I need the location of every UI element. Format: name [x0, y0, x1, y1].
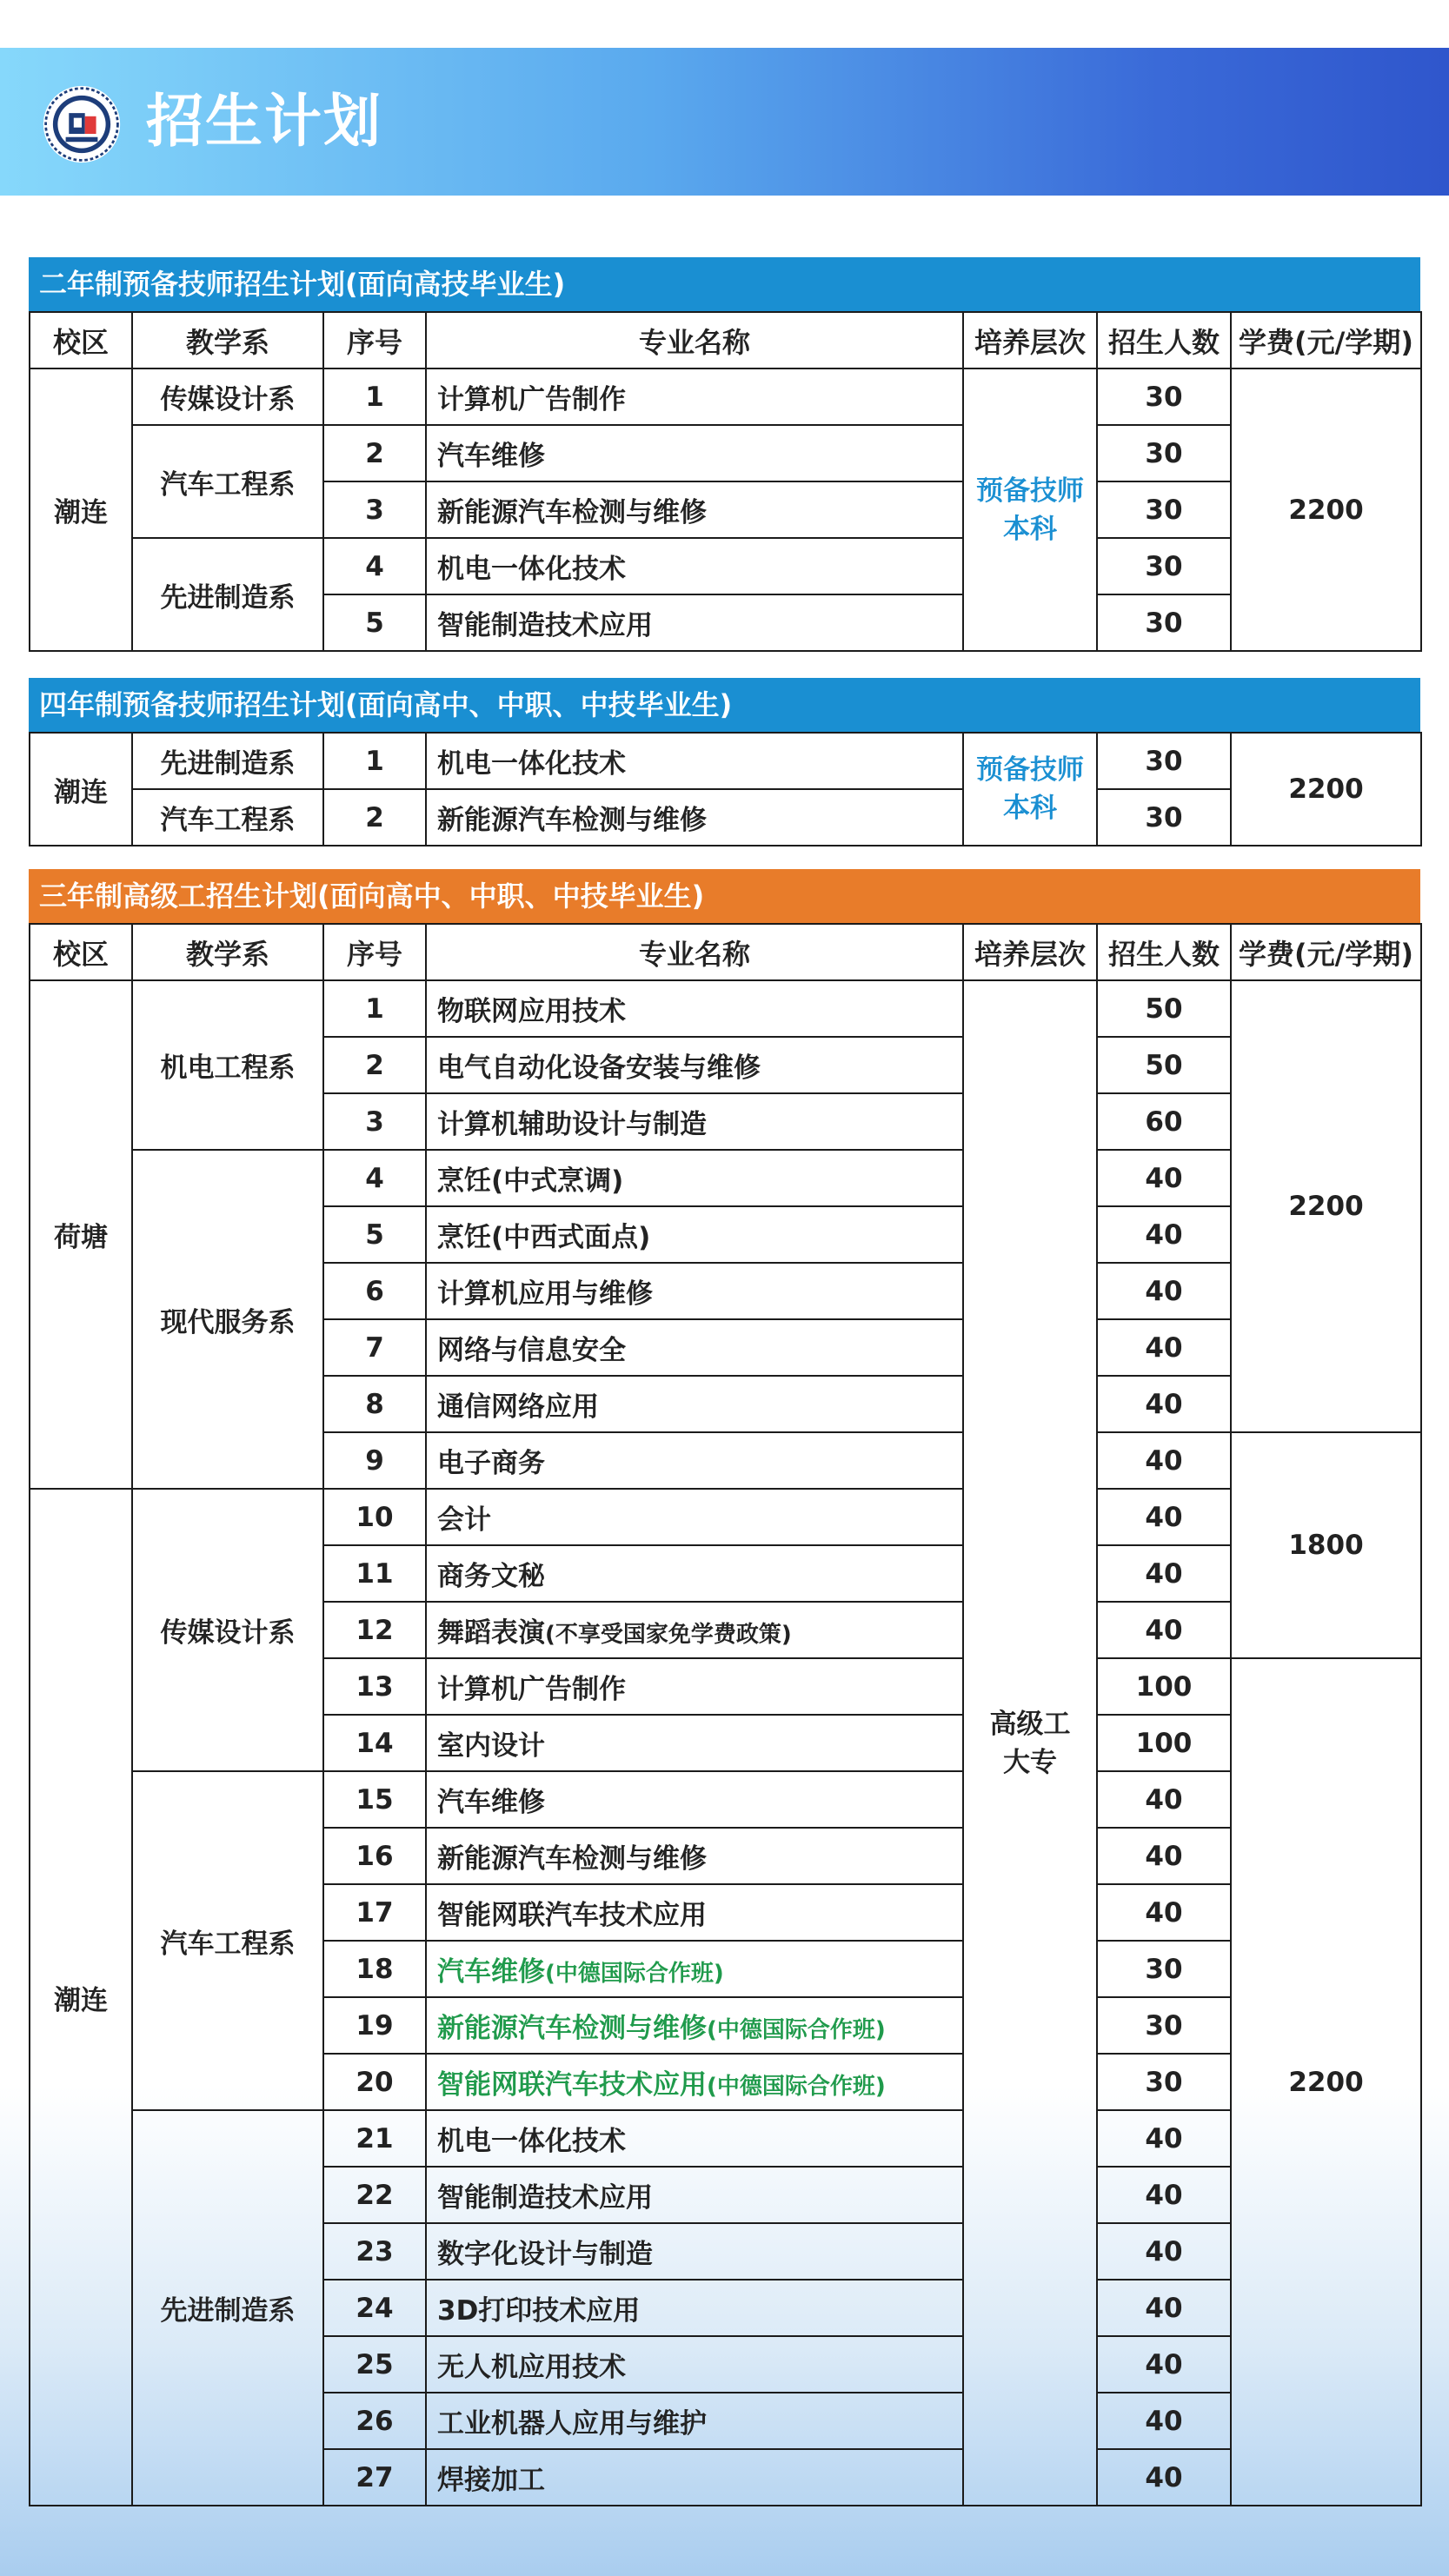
section1-title: 二年制预备技师招生计划(面向高技毕业生) [29, 257, 1420, 311]
col-header-department: 教学系 [132, 924, 323, 980]
school-logo-icon [42, 84, 122, 164]
quota-cell: 40 [1097, 1828, 1231, 1884]
table-row [30, 1489, 1421, 1545]
quota-cell: 40 [1097, 1206, 1231, 1263]
col-header-campus: 校区 [30, 924, 132, 980]
page-header [0, 48, 1449, 196]
major-cell: 烹饪(中式烹调) [426, 1150, 963, 1206]
major-note: (不享受国家免学费政策) [545, 1622, 792, 1648]
col-header-quota: 招生人数 [1097, 312, 1231, 368]
major-cell: 网络与信息安全 [426, 1319, 963, 1376]
major-cell: 计算机广告制作 [426, 1658, 963, 1715]
level-line1: 预备技师 [976, 754, 1084, 786]
major-cell: 电子商务 [426, 1432, 963, 1489]
section1-table [29, 311, 1422, 652]
department-cell: 汽车工程系 [132, 1771, 323, 2110]
no-cell: 15 [323, 1771, 426, 1828]
fee-cell: 2200 [1231, 980, 1421, 1432]
col-header-level: 培养层次 [963, 312, 1097, 368]
major-cell: 智能制造技术应用 [426, 2167, 963, 2223]
department-cell: 机电工程系 [132, 980, 323, 1150]
quota-cell: 30 [1097, 594, 1231, 651]
major-cell: 计算机辅助设计与制造 [426, 1093, 963, 1150]
no-cell: 18 [323, 1941, 426, 1997]
quota-cell: 40 [1097, 1489, 1231, 1545]
col-header-no: 序号 [323, 924, 426, 980]
major-name: 智能网联汽车技术应用 [437, 2069, 707, 2101]
no-cell: 13 [323, 1658, 426, 1715]
campus-cell: 潮连 [30, 733, 132, 846]
no-cell: 2 [323, 1037, 426, 1093]
section3-title: 三年制高级工招生计划(面向高中、中职、中技毕业生) [29, 869, 1420, 923]
major-cell: 机电一体化技术 [426, 2110, 963, 2167]
quota-cell: 50 [1097, 980, 1231, 1037]
level-line2: 本科 [1003, 793, 1057, 824]
no-cell: 22 [323, 2167, 426, 2223]
no-cell: 24 [323, 2280, 426, 2336]
section3-table [29, 923, 1422, 2506]
department-cell: 汽车工程系 [132, 789, 323, 846]
table-row [30, 1150, 1421, 1206]
quota-cell: 100 [1097, 1658, 1231, 1715]
major-name: 新能源汽车检测与维修 [437, 2013, 707, 2044]
no-cell: 19 [323, 1997, 426, 2054]
no-cell: 4 [323, 1150, 426, 1206]
level-line1: 预备技师 [976, 475, 1084, 507]
major-cell: 计算机应用与维修 [426, 1263, 963, 1319]
department-cell: 传媒设计系 [132, 1489, 323, 1771]
fee-cell: 2200 [1231, 733, 1421, 846]
level-line2: 本科 [1003, 513, 1057, 545]
department-cell: 传媒设计系 [132, 368, 323, 425]
no-cell: 20 [323, 2054, 426, 2110]
no-cell: 4 [323, 538, 426, 594]
no-cell: 17 [323, 1884, 426, 1941]
quota-cell: 40 [1097, 1771, 1231, 1828]
major-cell [426, 1941, 963, 1997]
major-cell: 机电一体化技术 [426, 538, 963, 594]
quota-cell: 40 [1097, 1884, 1231, 1941]
no-cell: 11 [323, 1545, 426, 1602]
no-cell: 1 [323, 733, 426, 789]
no-cell: 25 [323, 2336, 426, 2393]
major-cell: 计算机广告制作 [426, 368, 963, 425]
department-cell: 先进制造系 [132, 2110, 323, 2506]
level-cell [963, 733, 1097, 846]
quota-cell: 30 [1097, 733, 1231, 789]
quota-cell: 40 [1097, 1376, 1231, 1432]
table-row [30, 538, 1421, 594]
quota-cell: 40 [1097, 1319, 1231, 1376]
major-cell [426, 1602, 963, 1658]
major-cell [426, 2054, 963, 2110]
no-cell: 2 [323, 789, 426, 846]
quota-cell: 50 [1097, 1037, 1231, 1093]
department-cell: 先进制造系 [132, 733, 323, 789]
no-cell: 8 [323, 1376, 426, 1432]
no-cell: 12 [323, 1602, 426, 1658]
major-note: (中德国际合作班) [707, 2074, 886, 2100]
no-cell: 7 [323, 1319, 426, 1376]
major-cell: 新能源汽车检测与维修 [426, 1828, 963, 1884]
section2-title: 四年制预备技师招生计划(面向高中、中职、中技毕业生) [29, 678, 1420, 732]
quota-cell: 40 [1097, 2449, 1231, 2506]
col-header-no: 序号 [323, 312, 426, 368]
major-cell: 新能源汽车检测与维修 [426, 481, 963, 538]
quota-cell: 60 [1097, 1093, 1231, 1150]
quota-cell: 30 [1097, 1941, 1231, 1997]
campus-cell: 潮连 [30, 1489, 132, 2506]
col-header-major: 专业名称 [426, 312, 963, 368]
no-cell: 5 [323, 1206, 426, 1263]
major-cell: 汽车维修 [426, 1771, 963, 1828]
no-cell: 5 [323, 594, 426, 651]
no-cell: 2 [323, 425, 426, 481]
col-header-fee: 学费(元/学期) [1231, 924, 1421, 980]
quota-cell: 30 [1097, 789, 1231, 846]
no-cell: 9 [323, 1432, 426, 1489]
quota-cell: 40 [1097, 1150, 1231, 1206]
table-row [30, 980, 1421, 1037]
major-cell: 烹饪(中西式面点) [426, 1206, 963, 1263]
major-cell [426, 1997, 963, 2054]
quota-cell: 40 [1097, 1432, 1231, 1489]
col-header-department: 教学系 [132, 312, 323, 368]
page-title: 招生计划 [146, 88, 382, 155]
level-line1: 高级工 [989, 1708, 1071, 1740]
level-line2: 大专 [1003, 1746, 1057, 1778]
quota-cell: 40 [1097, 2223, 1231, 2280]
quota-cell: 30 [1097, 538, 1231, 594]
quota-cell: 30 [1097, 1997, 1231, 2054]
department-cell: 先进制造系 [132, 538, 323, 651]
no-cell: 21 [323, 2110, 426, 2167]
quota-cell: 40 [1097, 1545, 1231, 1602]
no-cell: 26 [323, 2393, 426, 2449]
major-cell: 会计 [426, 1489, 963, 1545]
quota-cell: 100 [1097, 1715, 1231, 1771]
quota-cell: 40 [1097, 2280, 1231, 2336]
major-cell: 汽车维修 [426, 425, 963, 481]
fee-cell: 2200 [1231, 1658, 1421, 2506]
major-cell: 智能网联汽车技术应用 [426, 1884, 963, 1941]
fee-cell: 2200 [1231, 368, 1421, 651]
table-row [30, 368, 1421, 425]
no-cell: 16 [323, 1828, 426, 1884]
no-cell: 27 [323, 2449, 426, 2506]
col-header-fee: 学费(元/学期) [1231, 312, 1421, 368]
major-cell: 智能制造技术应用 [426, 594, 963, 651]
major-cell: 无人机应用技术 [426, 2336, 963, 2393]
major-cell: 通信网络应用 [426, 1376, 963, 1432]
major-cell: 物联网应用技术 [426, 980, 963, 1037]
major-cell: 焊接加工 [426, 2449, 963, 2506]
col-header-major: 专业名称 [426, 924, 963, 980]
quota-cell: 40 [1097, 2167, 1231, 2223]
major-note: (中德国际合作班) [707, 2017, 886, 2043]
major-cell: 工业机器人应用与维护 [426, 2393, 963, 2449]
quota-cell: 30 [1097, 481, 1231, 538]
fee-cell: 1800 [1231, 1432, 1421, 1658]
level-cell [963, 368, 1097, 651]
no-cell: 1 [323, 980, 426, 1037]
no-cell: 1 [323, 368, 426, 425]
major-name: 舞蹈表演 [437, 1617, 545, 1649]
table-row [30, 425, 1421, 481]
quota-cell: 30 [1097, 425, 1231, 481]
no-cell: 3 [323, 481, 426, 538]
quota-cell: 30 [1097, 2054, 1231, 2110]
no-cell: 14 [323, 1715, 426, 1771]
section2-table [29, 732, 1422, 846]
table-row [30, 1771, 1421, 1828]
quota-cell: 40 [1097, 2393, 1231, 2449]
level-cell [963, 980, 1097, 2506]
col-header-level: 培养层次 [963, 924, 1097, 980]
major-cell: 数字化设计与制造 [426, 2223, 963, 2280]
campus-cell: 荷塘 [30, 980, 132, 1489]
no-cell: 10 [323, 1489, 426, 1545]
table-row [30, 2110, 1421, 2167]
major-cell: 商务文秘 [426, 1545, 963, 1602]
major-cell: 3D打印技术应用 [426, 2280, 963, 2336]
quota-cell: 40 [1097, 2110, 1231, 2167]
quota-cell: 40 [1097, 1263, 1231, 1319]
col-header-campus: 校区 [30, 312, 132, 368]
major-cell: 电气自动化设备安装与维修 [426, 1037, 963, 1093]
major-name: 汽车维修 [437, 1956, 545, 1988]
department-cell: 现代服务系 [132, 1150, 323, 1489]
col-header-quota: 招生人数 [1097, 924, 1231, 980]
campus-cell: 潮连 [30, 368, 132, 651]
major-cell: 室内设计 [426, 1715, 963, 1771]
major-cell: 机电一体化技术 [426, 733, 963, 789]
department-cell: 汽车工程系 [132, 425, 323, 538]
no-cell: 6 [323, 1263, 426, 1319]
table-row [30, 733, 1421, 789]
major-cell: 新能源汽车检测与维修 [426, 789, 963, 846]
major-note: (中德国际合作班) [545, 1961, 724, 1987]
quota-cell: 30 [1097, 368, 1231, 425]
no-cell: 23 [323, 2223, 426, 2280]
quota-cell: 40 [1097, 1602, 1231, 1658]
no-cell: 3 [323, 1093, 426, 1150]
table-row [30, 789, 1421, 846]
quota-cell: 40 [1097, 2336, 1231, 2393]
